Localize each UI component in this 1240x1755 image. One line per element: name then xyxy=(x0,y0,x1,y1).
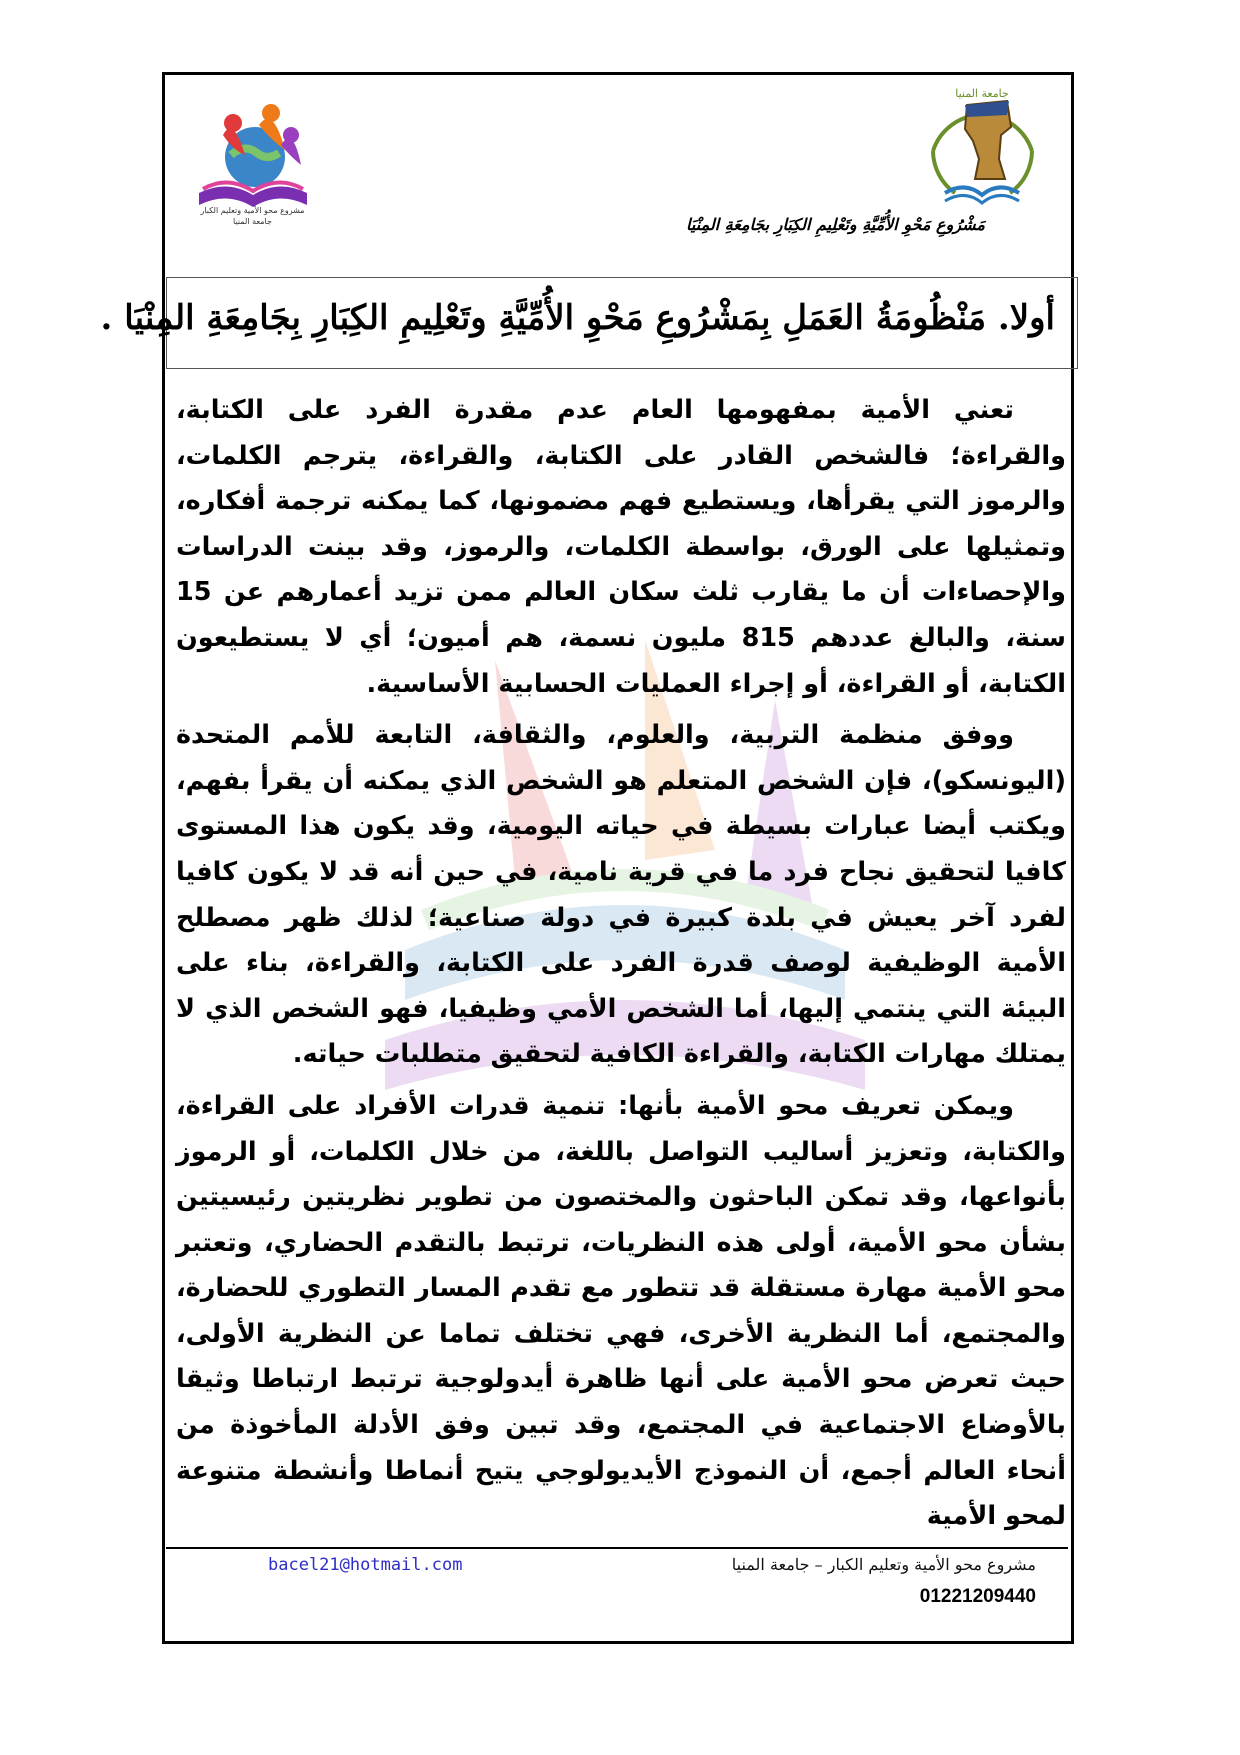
paragraph-3: ويمكن تعريف محو الأمية بأنها: تنمية قدرات الأفراد على القراءة، والكتابة، وتعزيز أساليب التواصل باللغة، من خلال الكلمات، أو الرموز بأنواعها، وقد تمكن الباحثون والمختصون من تطوير نظريتين رئيسيتين بشأن محو الأمية، أولى هذه النظريات، ترتبط بالتقدم الحضاري، وتعتبر محو الأمية مهارة مستقلة قد تتطور مع تقدم المسار التطوري للحضارة، والمجتمع، أما النظرية الأخرى، فهي تختلف تماما عن النظرية الأولى، حيث تعرض محو الأمية على أنها ظاهرة أيدولوجية ترتبط ارتباطا وثيقا بالأوضاع الاجتماعية في المجتمع، وقد تبين وفق الأدلة المأخوذة من أنحاء العالم أجمع، أن النموذج الأيديولوجي يتيح أنماطا وأنشطة متنوعة لمحو الأمية xyxy=(176,1090,1066,1532)
footer-phone: 01221209440 xyxy=(919,1586,1036,1607)
header-subtitle: مَشْرُوعِ مَحْوِ الأُمِّيَّةِ وتَعْلِيمِ الكِبَارِ بجَامِعَةِ المِنْيَا xyxy=(686,215,985,234)
footer xyxy=(166,1541,1078,1641)
minia-university-logo xyxy=(915,81,1050,221)
header xyxy=(165,75,1071,250)
section-title: أولا. مَنْظُومَةُ العَمَلِ بِمَشْرُوعِ مَحْوِ الأُمِّيَّةِ وتَعْلِيمِ الكِبَارِ بِجَامِعَةِ المِنْيَا . xyxy=(100,298,1055,338)
article-body xyxy=(176,388,1066,1546)
left-logo-caption-line1: مشروع محو الأمية وتعليم الكبار xyxy=(200,206,305,215)
footer-divider xyxy=(166,1547,1068,1549)
section-title-box xyxy=(100,277,1078,369)
footer-email[interactable]: bacel21@hotmail.com xyxy=(268,1555,463,1575)
right-logo-text: جامعة المنيا xyxy=(955,87,1009,100)
paragraph-2: ووفق منظمة التربية، والعلوم، والثقافة، التابعة للأمم المتحدة (اليونسكو)، فإن الشخص المتعلم هو الشخص الذي يمكنه أن يقرأ بفهم، ويكتب أيضا عبارات بسيطة في حياته اليومية، وقد يكون هذا المستوى كافيا لتحقيق نجاح فرد ما في قرية نامية، في حين أنه قد لا يكون كافيا لفرد آخر يعيش في بلدة كبيرة في دولة صناعية؛ لذلك ظهر مصطلح الأمية الوظيفية لوصف قدرة الفرد على الكتابة، والقراءة، بناء على البيئة التي ينتمي إليها، أما الشخص الأمي وظيفيا، فهو الشخص الذي لا يمتلك مهارات الكتابة، والقراءة الكافية لتحقيق متطلبات حياته. xyxy=(176,720,1066,1070)
left-logo-caption xyxy=(185,205,320,227)
paragraph-1: تعني الأمية بمفهومها العام عدم مقدرة الفرد على الكتابة، والقراءة؛ فالشخص القادر على الكتابة، والقراءة، يترجم الكلمات، والرموز التي يقرأها، ويستطيع فهم مضمونها، كما يمكنه ترجمة أفكاره، وتمثيلها على الورق، بواسطة الكلمات، والرموز، وقد بينت الدراسات والإحصاءات أن ما يقارب ثلث سكان العالم ممن تزيد أعمارهم عن 15 سنة، والبالغ عددهم 815 مليون نسمة، هم أميون؛ أي لا يستطيعون الكتابة، أو القراءة، أو إجراء العمليات الحسابية الأساسية. xyxy=(176,395,1067,699)
footer-project-name: مشروع محو الأمية وتعليم الكبار – جامعة المنيا xyxy=(731,1555,1036,1574)
left-logo-caption-line2: جامعة المنيا xyxy=(233,217,272,226)
